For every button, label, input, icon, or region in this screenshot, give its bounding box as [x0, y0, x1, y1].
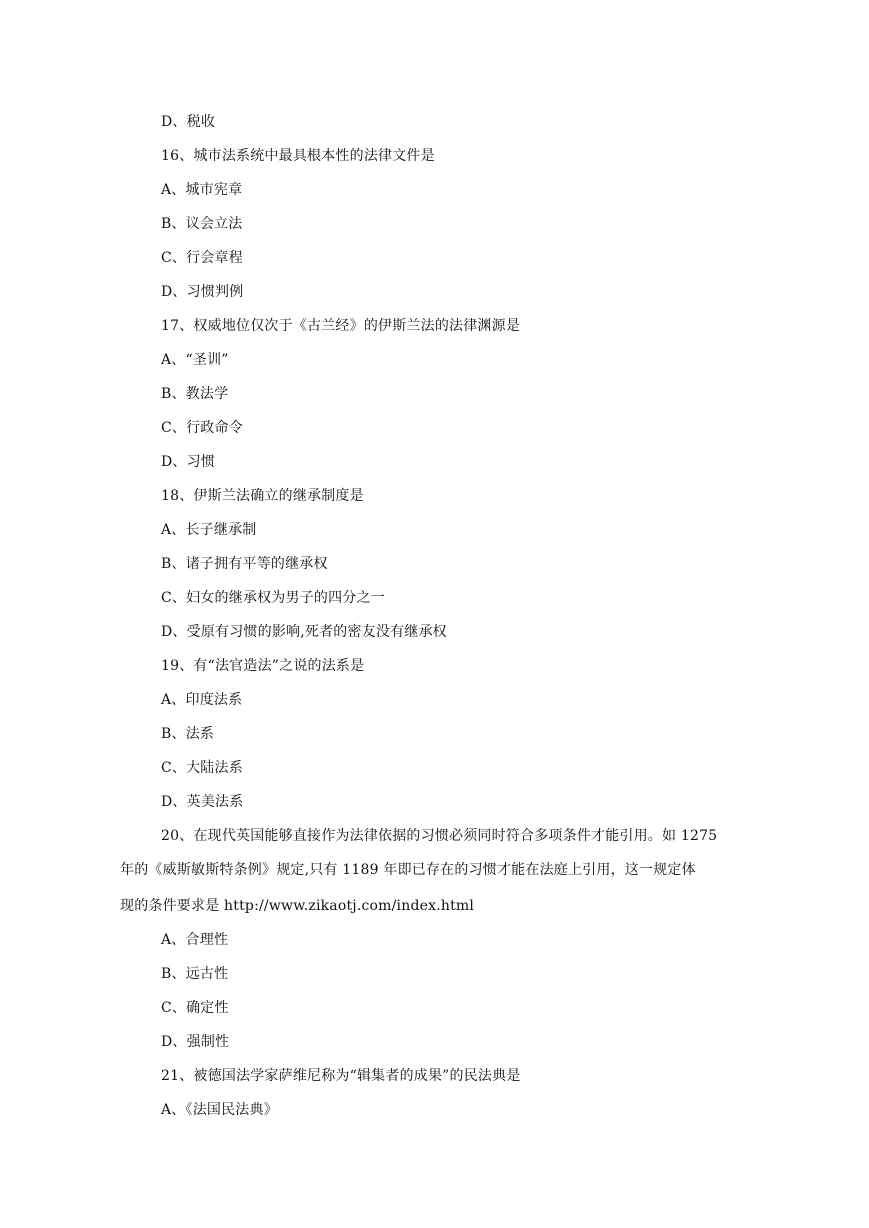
option-c-q16: C、行会章程: [161, 250, 243, 266]
question-18: 18、伊斯兰法确立的继承制度是: [161, 488, 364, 504]
option-c-q18: C、妇女的继承权为男子的四分之一: [161, 590, 385, 606]
question-19: 19、有“法官造法”之说的法系是: [161, 658, 365, 674]
option-b-q16: B、议会立法: [161, 216, 243, 232]
question-16: 16、城市法系统中最具根本性的法律文件是: [161, 148, 435, 164]
question-17: 17、权威地位仅次于《古兰经》的伊斯兰法的法律渊源是: [161, 318, 521, 334]
option-a-q19: A、印度法系: [161, 692, 243, 708]
question-20-line-1: 20、在现代英国能够直接作为法律依据的习惯必须同时符合多项条件才能引用。如 1275: [161, 828, 718, 844]
option-d-q18: D、受原有习惯的影响,死者的密友没有继承权: [161, 624, 447, 640]
option-a-q21: A、《法国民法典》: [161, 1102, 278, 1118]
option-d-q20: D、强制性: [161, 1034, 230, 1050]
option-c-q20: C、确定性: [161, 1000, 229, 1016]
option-b-q18: B、诸子拥有平等的继承权: [161, 556, 328, 572]
option-d-q16: D、习惯判例: [161, 284, 244, 300]
option-a-q17: A、“圣训”: [161, 352, 229, 368]
option-a-q16: A、城市宪章: [161, 182, 243, 198]
option-c-q17: C、行政命令: [161, 420, 243, 436]
option-b-q19: B、法系: [161, 726, 215, 742]
option-b-q17: B、教法学: [161, 386, 229, 402]
option-d-q19: D、英美法系: [161, 794, 244, 810]
option-d-q15: D、税收: [161, 114, 216, 130]
question-21: 21、被德国法学家萨维尼称为“辑集者的成果”的民法典是: [161, 1068, 521, 1084]
option-b-q20: B、远古性: [161, 966, 229, 982]
option-a-q20: A、合理性: [161, 932, 229, 948]
question-20-line-3: 现的条件要求是 http://www.zikaotj.com/index.html: [120, 898, 475, 914]
question-20-line-2: 年的《威斯敏斯特条例》规定,只有 1189 年即已存在的习惯才能在法庭上引用，这一规定体: [120, 862, 696, 878]
option-c-q19: C、大陆法系: [161, 760, 243, 776]
option-d-q17: D、习惯: [161, 454, 216, 470]
option-a-q18: A、长子继承制: [161, 522, 257, 538]
